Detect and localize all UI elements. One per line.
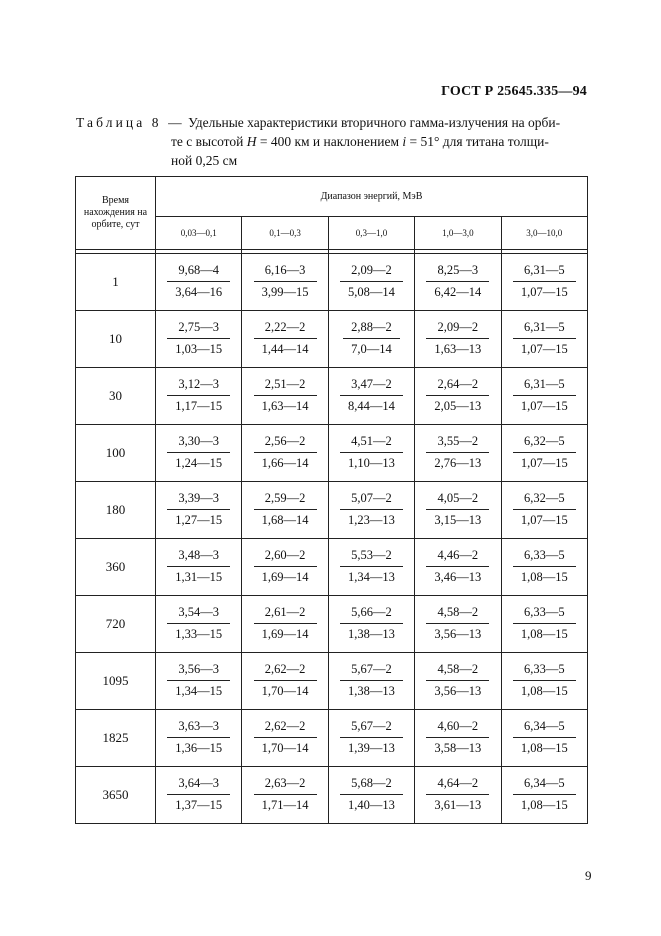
fraction-value <box>254 320 317 357</box>
fraction-value <box>513 491 576 528</box>
time-cell: 720 <box>76 596 156 653</box>
table-row <box>76 710 588 767</box>
fraction-numerator: 3,12—3 <box>167 377 230 396</box>
fraction-value <box>254 605 317 642</box>
fraction-numerator: 6,33—5 <box>513 548 576 567</box>
fraction-value <box>340 263 403 300</box>
value-cell <box>415 254 501 311</box>
table-row <box>76 368 588 425</box>
value-cell <box>415 596 501 653</box>
fraction-numerator: 3,63—3 <box>167 719 230 738</box>
time-cell: 180 <box>76 482 156 539</box>
fraction-denominator: 1,38—13 <box>348 684 395 698</box>
fraction-denominator: 1,08—15 <box>520 741 568 755</box>
table-row <box>76 425 588 482</box>
value-cell <box>501 767 587 824</box>
value-cell <box>156 596 242 653</box>
table-row <box>76 653 588 710</box>
table-row <box>76 482 588 539</box>
fraction-value <box>340 605 403 642</box>
fraction-numerator: 2,75—3 <box>167 320 230 339</box>
document-header: ГОСТ Р 25645.335—94 <box>441 84 587 99</box>
value-cell <box>242 596 328 653</box>
fraction-denominator: 1,44—14 <box>261 342 309 356</box>
fraction-denominator: 1,07—15 <box>520 513 568 527</box>
fraction-numerator: 2,88—2 <box>343 320 400 339</box>
fraction-value <box>426 776 489 813</box>
fraction-value <box>426 320 489 357</box>
fraction-denominator: 6,42—14 <box>434 285 482 299</box>
fraction-numerator: 2,09—2 <box>426 320 489 339</box>
value-cell <box>501 653 587 710</box>
fraction-value <box>513 320 576 357</box>
fraction-denominator: 1,38—13 <box>348 627 395 641</box>
energy-column-header: 0,03—0,1 <box>156 216 242 249</box>
fraction-value <box>167 548 230 585</box>
value-cell <box>415 653 501 710</box>
fraction-denominator: 1,08—15 <box>520 684 568 698</box>
table-row <box>76 539 588 596</box>
fraction-denominator: 1,71—14 <box>261 798 309 812</box>
energy-column-header: 0,1—0,3 <box>242 216 328 249</box>
fraction-value <box>167 377 230 414</box>
fraction-denominator: 1,03—15 <box>175 342 223 356</box>
fraction-numerator: 3,30—3 <box>167 434 230 453</box>
value-cell <box>328 767 414 824</box>
fraction-denominator: 2,05—13 <box>434 399 482 413</box>
fraction-value <box>254 662 317 699</box>
fraction-denominator: 1,69—14 <box>261 627 309 641</box>
fraction-denominator: 1,70—14 <box>261 741 309 755</box>
table-row <box>76 311 588 368</box>
energy-column-header: 3,0—10,0 <box>501 216 587 249</box>
fraction-value <box>167 605 230 642</box>
fraction-value <box>426 434 489 471</box>
fraction-denominator: 1,31—15 <box>175 570 223 584</box>
fraction-value <box>426 605 489 642</box>
value-cell <box>415 425 501 482</box>
fraction-denominator: 1,07—15 <box>520 285 568 299</box>
energy-range-header: Диапазон энергий, МэВ <box>156 177 588 217</box>
gamma-radiation-table <box>75 176 588 824</box>
fraction-denominator: 3,56—13 <box>434 684 482 698</box>
value-cell <box>156 653 242 710</box>
value-cell <box>328 311 414 368</box>
fraction-value <box>340 548 403 585</box>
fraction-value <box>167 491 230 528</box>
fraction-numerator: 4,58—2 <box>426 605 489 624</box>
fraction-denominator: 3,99—15 <box>261 285 309 299</box>
table-caption-label: Таблица 8 — <box>76 115 185 130</box>
table-caption <box>76 113 588 170</box>
fraction-value <box>340 377 403 414</box>
fraction-denominator: 1,68—14 <box>261 513 309 527</box>
fraction-denominator: 1,34—13 <box>348 570 395 584</box>
fraction-value <box>426 662 489 699</box>
fraction-numerator: 6,16—3 <box>254 263 317 282</box>
time-cell: 360 <box>76 539 156 596</box>
fraction-numerator: 4,05—2 <box>426 491 489 510</box>
fraction-denominator: 1,10—13 <box>348 456 395 470</box>
fraction-denominator: 8,44—14 <box>348 399 395 413</box>
fraction-value <box>426 377 489 414</box>
fraction-denominator: 3,64—16 <box>175 285 223 299</box>
fraction-numerator: 3,47—2 <box>340 377 403 396</box>
value-cell <box>415 539 501 596</box>
value-cell <box>501 368 587 425</box>
energy-column-header: 1,0—3,0 <box>415 216 501 249</box>
fraction-numerator: 3,48—3 <box>167 548 230 567</box>
fraction-numerator: 2,56—2 <box>254 434 317 453</box>
altitude-symbol: H <box>246 134 257 149</box>
fraction-numerator: 2,09—2 <box>340 263 403 282</box>
fraction-denominator: 1,07—15 <box>520 456 568 470</box>
table-row <box>76 767 588 824</box>
fraction-numerator: 2,62—2 <box>254 719 317 738</box>
value-cell <box>501 254 587 311</box>
time-cell: 1095 <box>76 653 156 710</box>
table-caption-line2c: = 51° для титана толщи- <box>406 134 549 149</box>
fraction-numerator: 4,60—2 <box>426 719 489 738</box>
fraction-numerator: 5,53—2 <box>340 548 403 567</box>
value-cell <box>156 425 242 482</box>
value-cell <box>328 653 414 710</box>
fraction-value <box>167 776 230 813</box>
table-caption-line1: Удельные характеристики вторичного гамма-излучения на орби- <box>188 115 561 130</box>
fraction-denominator: 1,63—14 <box>261 399 309 413</box>
fraction-numerator: 3,56—3 <box>167 662 230 681</box>
value-cell <box>415 767 501 824</box>
fraction-value <box>340 662 403 699</box>
value-cell <box>501 596 587 653</box>
fraction-numerator: 6,31—5 <box>513 320 576 339</box>
value-cell <box>415 368 501 425</box>
fraction-value <box>513 377 576 414</box>
value-cell <box>328 425 414 482</box>
fraction-value <box>340 719 403 756</box>
fraction-numerator: 3,39—3 <box>167 491 230 510</box>
value-cell <box>156 767 242 824</box>
value-cell <box>242 425 328 482</box>
value-cell <box>328 254 414 311</box>
fraction-numerator: 2,51—2 <box>254 377 317 396</box>
fraction-denominator: 1,07—15 <box>520 399 568 413</box>
fraction-denominator: 1,07—15 <box>520 342 568 356</box>
fraction-numerator: 4,51—2 <box>340 434 403 453</box>
value-cell <box>501 710 587 767</box>
fraction-denominator: 3,15—13 <box>434 513 482 527</box>
fraction-numerator: 6,32—5 <box>513 434 576 453</box>
fraction-denominator: 1,23—13 <box>348 513 395 527</box>
value-cell <box>415 482 501 539</box>
fraction-value <box>513 662 576 699</box>
fraction-numerator: 3,64—3 <box>167 776 230 795</box>
fraction-numerator: 4,64—2 <box>426 776 489 795</box>
fraction-value <box>340 491 403 528</box>
fraction-denominator: 1,39—13 <box>348 741 395 755</box>
fraction-denominator: 1,08—15 <box>520 798 568 812</box>
fraction-numerator: 6,33—5 <box>513 662 576 681</box>
fraction-value <box>343 320 400 357</box>
table-caption-line2a: те с высотой <box>171 134 247 149</box>
fraction-numerator: 2,63—2 <box>254 776 317 795</box>
value-cell <box>156 482 242 539</box>
fraction-denominator: 3,58—13 <box>434 741 482 755</box>
table-caption-line3: ной 0,25 см <box>171 153 238 168</box>
fraction-denominator: 5,08—14 <box>348 285 395 299</box>
value-cell <box>242 482 328 539</box>
fraction-numerator: 5,07—2 <box>340 491 403 510</box>
fraction-value <box>513 263 576 300</box>
fraction-denominator: 1,63—13 <box>434 342 482 356</box>
fraction-numerator: 2,62—2 <box>254 662 317 681</box>
fraction-value <box>167 263 230 300</box>
fraction-denominator: 3,61—13 <box>434 798 482 812</box>
time-cell: 100 <box>76 425 156 482</box>
time-cell: 3650 <box>76 767 156 824</box>
value-cell <box>501 311 587 368</box>
value-cell <box>156 368 242 425</box>
fraction-value <box>254 434 317 471</box>
value-cell <box>501 482 587 539</box>
table-row <box>76 254 588 311</box>
value-cell <box>328 368 414 425</box>
fraction-numerator: 3,54—3 <box>167 605 230 624</box>
fraction-numerator: 4,58—2 <box>426 662 489 681</box>
value-cell <box>242 539 328 596</box>
fraction-value <box>513 719 576 756</box>
fraction-value <box>254 491 317 528</box>
value-cell <box>328 596 414 653</box>
fraction-denominator: 1,08—15 <box>520 627 568 641</box>
fraction-numerator: 6,33—5 <box>513 605 576 624</box>
fraction-numerator: 9,68—4 <box>167 263 230 282</box>
fraction-denominator: 1,37—15 <box>175 798 223 812</box>
value-cell <box>415 311 501 368</box>
fraction-numerator: 2,64—2 <box>426 377 489 396</box>
fraction-numerator: 6,34—5 <box>513 719 576 738</box>
fraction-denominator: 1,24—15 <box>175 456 223 470</box>
value-cell <box>242 653 328 710</box>
fraction-value <box>254 719 317 756</box>
fraction-numerator: 2,22—2 <box>254 320 317 339</box>
time-column-header: Время нахождения на орбите, сут <box>76 177 156 250</box>
time-cell: 10 <box>76 311 156 368</box>
fraction-denominator: 1,36—15 <box>175 741 223 755</box>
fraction-denominator: 7,0—14 <box>351 342 392 356</box>
fraction-numerator: 4,46—2 <box>426 548 489 567</box>
fraction-numerator: 6,32—5 <box>513 491 576 510</box>
fraction-value <box>254 776 317 813</box>
value-cell <box>415 710 501 767</box>
fraction-denominator: 1,27—15 <box>175 513 223 527</box>
fraction-value <box>167 434 230 471</box>
fraction-denominator: 2,76—13 <box>434 456 482 470</box>
fraction-numerator: 5,67—2 <box>340 662 403 681</box>
fraction-denominator: 1,66—14 <box>261 456 309 470</box>
value-cell <box>242 254 328 311</box>
fraction-denominator: 3,56—13 <box>434 627 482 641</box>
fraction-denominator: 1,70—14 <box>261 684 309 698</box>
fraction-value <box>513 434 576 471</box>
fraction-value <box>426 263 489 300</box>
fraction-numerator: 5,67—2 <box>340 719 403 738</box>
fraction-denominator: 1,08—15 <box>520 570 568 584</box>
fraction-numerator: 6,31—5 <box>513 377 576 396</box>
fraction-denominator: 1,69—14 <box>261 570 309 584</box>
fraction-numerator: 2,59—2 <box>254 491 317 510</box>
fraction-value <box>513 605 576 642</box>
fraction-value <box>340 776 403 813</box>
page-number: 9 <box>585 868 592 883</box>
value-cell <box>242 311 328 368</box>
time-cell: 1 <box>76 254 156 311</box>
fraction-denominator: 1,40—13 <box>348 798 395 812</box>
value-cell <box>156 710 242 767</box>
fraction-value <box>167 719 230 756</box>
table-row <box>76 596 588 653</box>
value-cell <box>242 710 328 767</box>
time-cell: 30 <box>76 368 156 425</box>
fraction-denominator: 1,34—15 <box>175 684 223 698</box>
table-body <box>76 254 588 824</box>
fraction-value <box>167 320 230 357</box>
fraction-numerator: 6,34—5 <box>513 776 576 795</box>
fraction-denominator: 1,17—15 <box>175 399 223 413</box>
fraction-numerator: 6,31—5 <box>513 263 576 282</box>
value-cell <box>242 368 328 425</box>
value-cell <box>156 539 242 596</box>
value-cell <box>328 539 414 596</box>
value-cell <box>328 710 414 767</box>
fraction-denominator: 1,33—15 <box>175 627 223 641</box>
inclination-symbol: i <box>402 134 407 149</box>
table-caption-line2b: = 400 км и наклонением <box>256 134 403 149</box>
fraction-value <box>254 548 317 585</box>
fraction-numerator: 5,68—2 <box>340 776 403 795</box>
value-cell <box>501 539 587 596</box>
fraction-value <box>340 434 403 471</box>
fraction-value <box>254 377 317 414</box>
fraction-denominator: 3,46—13 <box>434 570 482 584</box>
energy-column-header: 0,3—1,0 <box>328 216 414 249</box>
fraction-value <box>426 719 489 756</box>
fraction-numerator: 2,60—2 <box>254 548 317 567</box>
fraction-value <box>254 263 317 300</box>
fraction-numerator: 2,61—2 <box>254 605 317 624</box>
fraction-numerator: 5,66—2 <box>340 605 403 624</box>
value-cell <box>501 425 587 482</box>
value-cell <box>242 767 328 824</box>
fraction-value <box>426 491 489 528</box>
fraction-value <box>513 548 576 585</box>
fraction-value <box>426 548 489 585</box>
fraction-numerator: 8,25—3 <box>426 263 489 282</box>
fraction-value <box>513 776 576 813</box>
fraction-numerator: 3,55—2 <box>426 434 489 453</box>
fraction-value <box>167 662 230 699</box>
value-cell <box>156 254 242 311</box>
time-cell: 1825 <box>76 710 156 767</box>
value-cell <box>156 311 242 368</box>
value-cell <box>328 482 414 539</box>
